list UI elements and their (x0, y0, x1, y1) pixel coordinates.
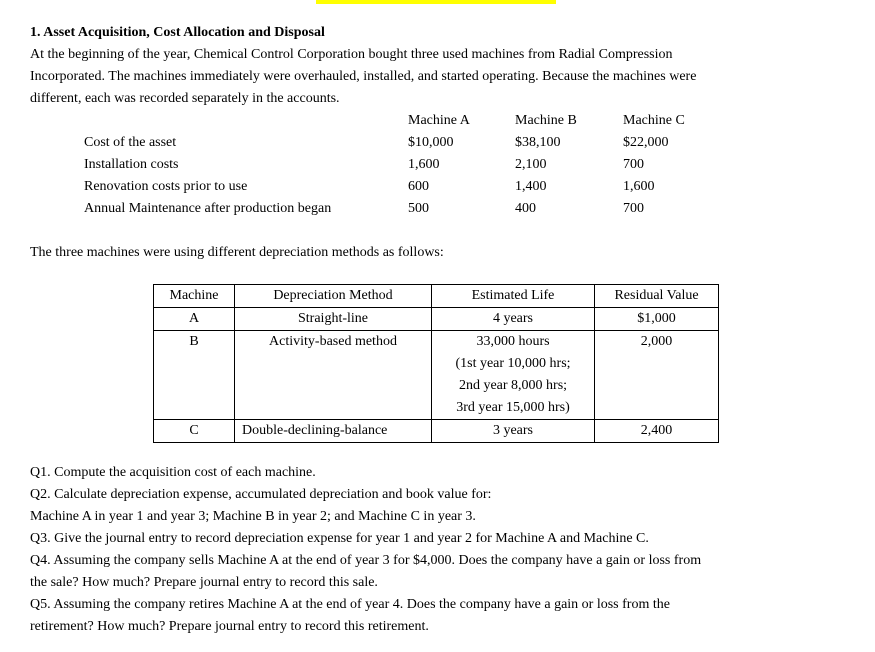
cost-value: 600 (408, 179, 429, 194)
cost-value: $10,000 (408, 135, 454, 150)
question-2-detail: Machine A in year 1 and year 3; Machine B in year 2; and Machine C in year 3. (30, 509, 476, 524)
intro-line-3: different, each was recorded separately in the accounts. (30, 91, 340, 106)
machine-cell: A (154, 308, 235, 331)
table-header-row (154, 285, 719, 308)
method-cell: Straight-line (235, 308, 432, 331)
residual-cell: $1,000 (595, 308, 719, 331)
table-row (154, 331, 719, 420)
question-3: Q3. Give the journal entry to record depreciation expense for year 1 and year 2 for Machine A and Machine C. (30, 531, 649, 546)
cost-row-label: Renovation costs prior to use (84, 179, 248, 194)
question-5: Q5. Assuming the company retires Machine A at the end of year 4. Does the company have a gain or loss from the (30, 597, 670, 612)
col-header-residual: Residual Value (595, 285, 719, 308)
life-line: 3rd year 15,000 hrs) (456, 400, 570, 415)
machine-cell: C (154, 420, 235, 443)
cost-header-a: Machine A (408, 113, 470, 128)
machine-cell: B (154, 331, 235, 420)
cost-value: 2,100 (515, 157, 547, 172)
life-line: 2nd year 8,000 hrs; (458, 378, 568, 393)
life-cell (432, 331, 595, 420)
residual-cell: 2,000 (595, 331, 719, 420)
section-title: 1. Asset Acquisition, Cost Allocation and Disposal (30, 25, 325, 40)
cost-value: 700 (623, 201, 644, 216)
cost-row-label: Installation costs (84, 157, 179, 172)
cost-value: 1,600 (623, 179, 655, 194)
col-header-machine: Machine (154, 285, 235, 308)
life-cell: 4 years (432, 308, 595, 331)
cost-value: 1,400 (515, 179, 547, 194)
method-cell: Activity-based method (235, 331, 432, 420)
col-header-life: Estimated Life (432, 285, 595, 308)
residual-cell: 2,400 (595, 420, 719, 443)
question-4: Q4. Assuming the company sells Machine A at the end of year 3 for $4,000. Does the company have a gain or loss from (30, 553, 702, 568)
methods-intro: The three machines were using different depreciation methods as follows: (30, 245, 444, 260)
depreciation-table (153, 284, 719, 443)
question-1: Q1. Compute the acquisition cost of each machine. (30, 465, 316, 480)
cost-value: 500 (408, 201, 429, 216)
col-header-method: Depreciation Method (235, 285, 432, 308)
cost-value: $38,100 (515, 135, 561, 150)
life-line: 33,000 hours (476, 334, 550, 349)
question-5-cont: retirement? How much? Prepare journal entry to record this retirement. (30, 619, 429, 634)
question-4-cont: the sale? How much? Prepare journal entry to record this sale. (30, 575, 378, 590)
life-line: (1st year 10,000 hrs; (455, 356, 571, 371)
method-cell: Double-declining-balance (235, 420, 432, 443)
cost-value: 700 (623, 157, 644, 172)
question-2: Q2. Calculate depreciation expense, accumulated depreciation and book value for: (30, 487, 492, 502)
cost-header-b: Machine B (515, 113, 577, 128)
life-cell: 3 years (432, 420, 595, 443)
cost-row-label: Annual Maintenance after production began (84, 201, 332, 216)
cost-value: 400 (515, 201, 536, 216)
table-row (154, 420, 719, 443)
intro-line-2: Incorporated. The machines immediately were overhauled, installed, and started operating. Because the machines were (30, 69, 697, 84)
cost-value: $22,000 (623, 135, 669, 150)
cost-value: 1,600 (408, 157, 440, 172)
cost-header-c: Machine C (623, 113, 685, 128)
yellow-highlight (316, 0, 556, 4)
table-row (154, 308, 719, 331)
intro-line-1: At the beginning of the year, Chemical Control Corporation bought three used machines from Radial Compression (30, 47, 673, 62)
cost-row-label: Cost of the asset (84, 135, 177, 150)
